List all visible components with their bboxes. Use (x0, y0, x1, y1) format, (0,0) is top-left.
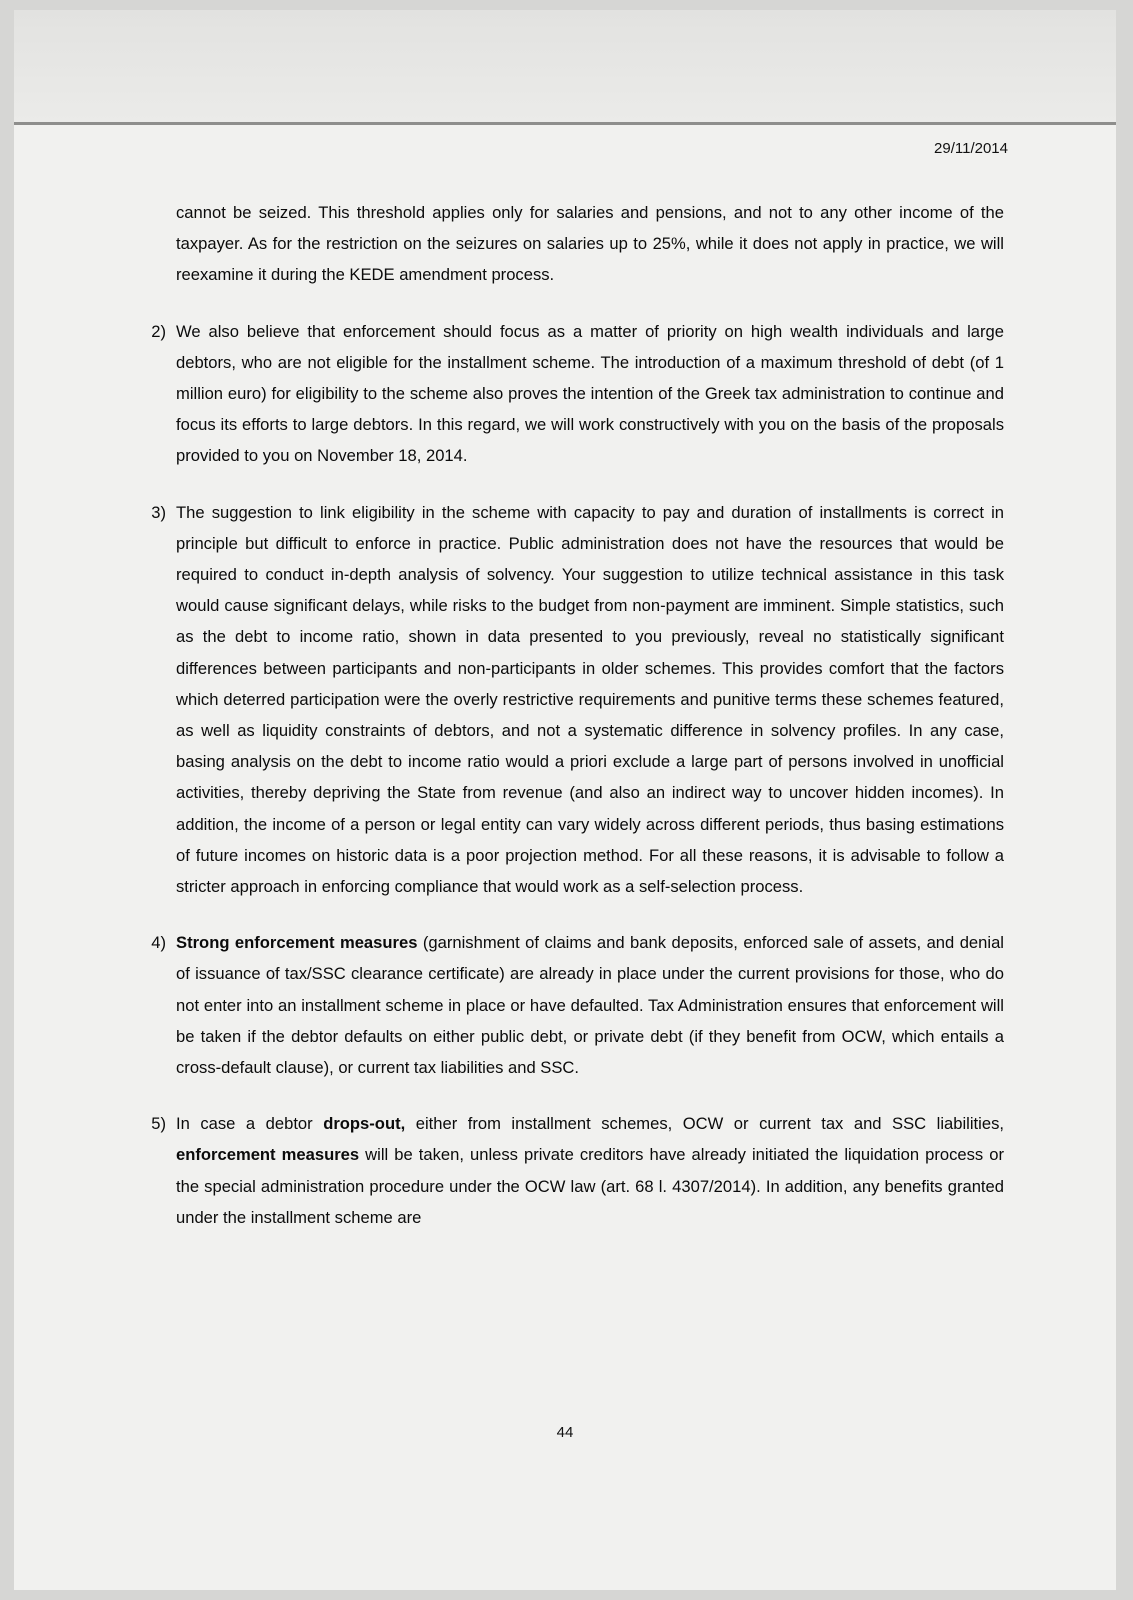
list-item-number: 5) (151, 1114, 166, 1134)
list-item-text: The suggestion to link eligibility in the scheme with capacity to pay and duration of installments is correct in principle but difficult to enforce in practice. Public administration does not have the resources that would be required to conduct in-depth analysis of solvency. Your suggestion to utilize technical assistance in this task would cause significant delays, while risks to the budget from non-payment are imminent. Simple statistics, such as the debt to income ratio, shown in data presented to you previously, reveal no statistically significant differences between participants and non-participants in older schemes. This provides comfort that the factors which deterred participation were the overly restrictive requirements and punitive terms these schemes featured, as well as liquidity constraints of debtors, and not a systematic difference in solvency profiles. In any case, basing analysis on the debt to income ratio would a priori exclude a large part of persons involved in unofficial activities, thereby depriving the State from revenue (and also an indirect way to uncover hidden incomes). In addition, the income of a person or legal entity can vary widely across different periods, thus basing estimations of future incomes on historic data is a poor projection method. For all these reasons, it is advisable to follow a stricter approach in enforcing compliance that would work as a self-selection process. (176, 502, 1004, 897)
list-item-text: We also believe that enforcement should focus as a matter of priority on high wealth individuals and large debtors, who are not eligible for the installment scheme. The introduction of a maximum threshold of debt (of 1 million euro) for eligibility to the scheme also proves the intention of the Greek tax administration to continue and focus its efforts to large debtors. In this regard, we will work constructively with you on the basis of the proposals provided to you on November 18, 2014. (176, 321, 1004, 466)
intro-paragraph: cannot be seized. This threshold applies only for salaries and pensions, and not to any other income of the taxpayer. As for the restriction on the seizures on salaries up to 25%, while it does not apply in practice, we will reexamine it during the KEDE amendment process. (176, 203, 1004, 285)
header-rule (14, 122, 1116, 125)
segment-text: will be taken, unless private creditors have already initiated the liquidation process or the special administration procedure under the OCW law (art. 68 l. 4307/2014). In addition, any benefits granted under the installment scheme are (176, 1145, 1004, 1227)
scan-header-band (14, 10, 1116, 122)
list-item-number: 4) (151, 933, 166, 953)
segment-text: either from installment schemes, OCW or current tax and SSC liabilities, (405, 1114, 1004, 1134)
list-item-4 (132, 927, 1004, 1083)
document-body (132, 197, 1004, 1258)
document-page (14, 10, 1116, 1590)
list-item-number: 2) (151, 321, 166, 341)
list-item-bold-lead: Strong enforcement measures (176, 933, 418, 953)
segment-text: In case a debtor (176, 1114, 324, 1134)
page-number: 44 (556, 1424, 574, 1441)
segment-bold: drops-out, (323, 1114, 406, 1134)
segment-bold: enforcement measures (176, 1145, 360, 1165)
list-item-5 (132, 1108, 1004, 1233)
list-item-3 (132, 497, 1004, 903)
list-item-2 (132, 316, 1004, 472)
list-item-text: (garnishment of claims and bank deposits, enforced sale of assets, and denial of issuance of tax/SSC clearance certificate) are already in place under the current provisions for those, who do not enter into an installment scheme in place or have defaulted. Tax Administration ensures that enforcement will be taken if the debtor defaults on either public debt, or private debt (if they benefit from OCW, which entails a cross-default clause), or current tax liabilities and SSC. (176, 933, 1004, 1078)
list-item-number: 3) (151, 502, 166, 522)
document-date: 29/11/2014 (934, 140, 1008, 157)
